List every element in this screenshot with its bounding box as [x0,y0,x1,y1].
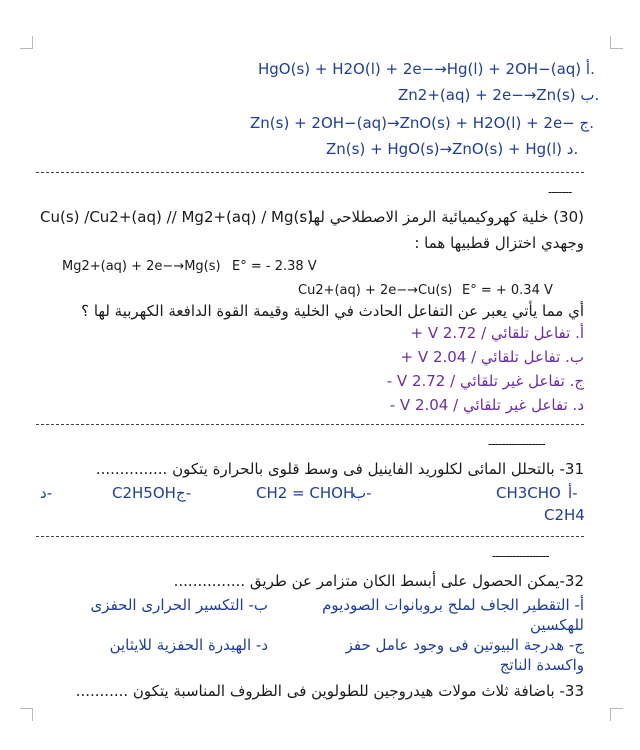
q30-option-b [300,348,584,366]
q29-option-d-letter: د. [566,140,579,158]
q32-option-d: د- الهيدرة الحفزية للايثاين [109,636,268,654]
corner-mark-bottom-right [610,708,623,721]
q30-option-b-text: تفاعل تلقائي / 2.04 V + [400,348,561,366]
q30-option-a-text: تفاعل تلقائي / 2.72 V + [410,324,571,342]
q30-stem-line2: وجهدي اختزال قطبيها هما : [414,234,584,252]
corner-mark-top-right [610,36,623,49]
q31-option-a-text: CH3CHO [496,484,561,502]
q31-option-b-text: CH2 = CHOH [256,484,355,502]
q31-option-b-letter: ب- [352,484,372,502]
q29-option-c-equation: Zn(s) + 2OH−(aq)→ZnO(s) + H2O(l) + 2e− [250,114,575,132]
q29-option-a-letter: أ. [585,60,595,78]
q29-option-c [250,114,594,132]
q33-stem: 33- باضافة ثلاث مولات هيدروجين للطولوين فى الظروف المناسبة يتكون ........... [75,682,584,700]
q30-option-d [300,396,584,414]
q30-question: أي مما يأتي يعبر عن التفاعل الحادث في الخلية وقيمة القوة الدافعة الكهربية لها ؟ [81,302,584,320]
q31-stem: 31- بالتحلل المائى لكلوريد الفاينيل فى وسط قلوى بالحرارة يتكون ............... [95,460,584,478]
q29-option-a-equation: HgO(s) + H2O(l) + 2e−→Hg(l) + 2OH−(aq) [258,60,582,78]
q32-stem: 32-يمكن الحصول على أبسط الكان متزامر عن طريق ............... [173,572,584,590]
q30-number: (30) [553,208,584,226]
q30-option-b-letter: ب. [565,348,584,366]
q32-option-b-continued: للهكسين [529,616,584,634]
q29-option-d-equation: Zn(s) + HgO(s)→ZnO(s) + Hg(l) [326,140,562,158]
q32-option-a: أ- التقطير الجاف لملح بروبانوات الصوديوم [322,596,584,614]
q32-option-c: ج- هدرجة البيوتين فى وجود عامل حفز [345,636,584,654]
q31-option-d-text: C2H4 [544,506,585,524]
q30-option-d-letter: د. [572,396,584,414]
q31-option-a-letter: أ- [568,484,578,502]
q31-option-c-letter: ج- [176,484,192,502]
separator-line [36,536,584,537]
q30-mg-potential: E° = - 2.38 V [232,259,317,274]
q29-option-b-letter: ب. [580,86,600,104]
q30-option-c-text: تفاعل غير تلقائي / 2.72 V - [386,372,565,390]
q30-option-d-text: تفاعل غير تلقائي / 2.04 V - [389,396,568,414]
q30-stem-text: خلية كهروكيميائية الرمز الاصطلاحي لها : [299,208,549,226]
q31-option-c-text: C2H5OH [112,484,176,502]
q30-option-a [300,324,584,342]
q30-cell-notation: Cu(s) /Cu2+(aq) // Mg2+(aq) / Mg(s) [40,208,314,226]
q30-mg-half-reaction: Mg2+(aq) + 2e−→Mg(s) [62,259,221,274]
q32-option-b: ب- التكسير الحرارى الحفزى [90,596,268,614]
q30-option-a-letter: أ. [575,324,584,342]
q32-option-c-continued: واكسدة الناتج [499,656,584,674]
q30-option-c-letter: ج. [569,372,584,390]
q30-option-c [300,372,584,390]
corner-mark-bottom-left [20,708,33,721]
separator-short-dashes: ----------------- [492,549,549,563]
separator-short-dashes: ----------------- [488,437,545,451]
q29-option-c-letter: ج. [579,114,594,132]
q30-cu-half-reaction: Cu2+(aq) + 2e−→Cu(s) [298,283,453,298]
q30-stem-line1 [280,208,584,226]
q29-option-a [258,60,595,78]
q29-option-b [398,86,599,104]
q31-option-d-letter: د- [40,484,53,502]
separator-line [36,424,584,425]
q29-option-b-equation: Zn2+(aq) + 2e−→Zn(s) [398,86,576,104]
q29-option-d [326,140,578,158]
corner-mark-top-left [20,36,33,49]
separator-short-dashes: ------- [548,185,572,199]
separator-line [36,172,584,173]
q30-cu-potential: E° = + 0.34 V [462,283,553,298]
